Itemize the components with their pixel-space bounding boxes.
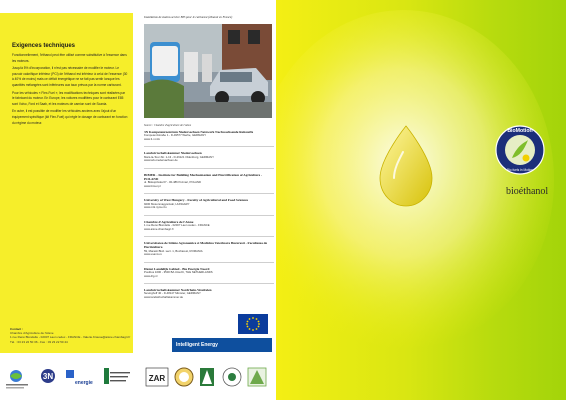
- divider: [144, 236, 274, 237]
- landwirtschaft-logo: [104, 368, 130, 384]
- svg-text:ZAR: ZAR: [148, 374, 166, 383]
- biomotion-seal-icon: [496, 126, 544, 174]
- partner-name: BIMER - Institute for Building Mechanisation and Electrification of Agriculture - POLAND: [144, 172, 263, 181]
- divider: [144, 193, 274, 194]
- photo-illustration: [144, 24, 272, 118]
- technical-section: [0, 13, 133, 353]
- partner-entry: [144, 267, 274, 278]
- partner-website[interactable]: www.lwk-niedersachsen.de: [144, 158, 178, 163]
- divider: [144, 262, 274, 263]
- tech-body: [12, 53, 128, 128]
- partner-website[interactable]: www.landwirtschaftskammer.de: [144, 294, 184, 299]
- chambre-agriculture-logo: [248, 368, 266, 386]
- svg-text:BioMotion: BioMotion: [507, 128, 533, 134]
- partner-entry: [144, 241, 274, 257]
- intelligent-energy-banner: Intelligent Energy: [172, 338, 272, 352]
- partner-name: Dienst Landelijk Gebied - Bio Energie Noord: [144, 266, 210, 271]
- partner-website[interactable]: www.3-n.info: [144, 136, 161, 141]
- energie-logo: [66, 370, 93, 386]
- partner-name: Universitatea de Stiinte Agronomice si Medicina Veterinara Bucuresti - Facultatea de Horticultura: [144, 241, 268, 250]
- partner-address: 9200 Mosonmagyaróvár, HUNGARY: [144, 201, 190, 206]
- partner-website[interactable]: www.usamv.ro: [144, 252, 162, 257]
- partner-logos-left: [4, 360, 136, 394]
- svg-text:3N: 3N: [42, 372, 54, 381]
- 3n-logo: [41, 369, 55, 383]
- divider: [144, 283, 274, 284]
- partner-address: Mars-la-Tour-Str. 1-13 - D-26121 Oldenburg, GERMANY: [144, 154, 214, 159]
- partner-entry: [144, 130, 274, 141]
- partner-name: 3N Kompetenzzentrum Niedersachsen Netzwerk Nachwachsende Rohstoffe: [144, 130, 254, 134]
- partner-entry: [144, 288, 274, 299]
- romanian-university-logo: [223, 368, 241, 386]
- partner-address: 59, Marasti Blvd. sect. 1, Bucharest, ROMANIA: [144, 248, 203, 253]
- tech-paragraph: Jusqu'à 5% d'incorporation, il n'est pas nécessaire de modifier le moteur. Le pouvoir calorifique inférieur (PCI) de l'éthanol est inférieur à celui de l'essence (30 à 40% de moins) mais ce déficit énergétique ne se fait pas sentir lorsque les quantités mélangées sont inférieures aux taux prévus par la norme carburant.: [12, 66, 128, 87]
- tech-paragraph: En outre, il est possible de modifier les véhicules anciens avec l'ajout d'un équipement spécifique (kit Flex-Fuel) qui règle le dosage de carburant en fonction du régime du moteur.: [12, 109, 128, 125]
- partner-address: ul. Biskupińska 67 - 00-486 Poznań, POLAND: [144, 180, 202, 185]
- partner-entry: [144, 173, 274, 189]
- tech-paragraph: Fonctionnellement, l'éthanol peut être utilisé comme substitutive à l'essence dans les moteurs.: [12, 53, 127, 63]
- cover-panel: [276, 0, 566, 400]
- partner-address: Postbus 1000 - 3500 BA Utrecht, THE NETHERLANDS: [144, 269, 213, 274]
- fuel-station-photo: [144, 24, 272, 118]
- svg-text:Bio fuels in Motion: Bio fuels in Motion: [506, 168, 534, 172]
- contact-line: Chambre d'Agriculture de l'Aisne: [10, 331, 54, 336]
- contact-block: [10, 327, 135, 344]
- eu-flag-logo: [238, 314, 268, 334]
- partner-address: Kompetenzstraße 1 - D-49577 Werlte, GERMANY: [144, 133, 207, 138]
- partner-name: Chambre d'Agriculture de l'Aisne: [144, 219, 194, 224]
- left-panel: [0, 0, 140, 400]
- photo-caption-top: Installation de station-service E85 pour le carburant (éthanol en France): [144, 15, 233, 19]
- partner-logos-mid: [144, 360, 274, 394]
- partner-website[interactable]: www.mtk.nyme.hu: [144, 205, 167, 210]
- zar-logo: [146, 368, 168, 386]
- brand-title: bioéthanol: [506, 186, 549, 197]
- partner-address: Nevinghoff 40 - D-48147 Münster, GERMANY: [144, 291, 201, 296]
- globe-logo: [6, 370, 28, 389]
- contact-line: Tél. : 03 23 22 50 36 - Fax : 03 23 22 50 44: [10, 339, 68, 344]
- bimer-logo: [200, 368, 214, 386]
- partner-entry: [144, 151, 274, 162]
- partner-website[interactable]: www.bimer.pl: [144, 183, 161, 188]
- partner-name: Landwirtschaftskammer Nordrhein-Westfalen: [144, 288, 212, 293]
- tech-title: Exigences techniques: [12, 43, 76, 49]
- eu-stars-icon: [238, 314, 268, 334]
- divider: [144, 146, 274, 147]
- divider: [144, 215, 274, 216]
- contact-title: Contact :: [10, 327, 23, 331]
- partner-website[interactable]: www.dlg.nl: [144, 273, 158, 278]
- partner-name: University of West Hungary - Faculty of Agricultural and Food Sciences: [144, 198, 249, 203]
- partner-website[interactable]: www.aisne.chambagri.fr: [144, 226, 174, 231]
- photo-caption-bottom: Source : Chambre d'agriculture de l'Aisne: [144, 124, 192, 127]
- divider: [144, 168, 274, 169]
- partner-entry: [144, 198, 274, 209]
- partner-list: [144, 130, 274, 305]
- svg-text:energie: energie: [75, 380, 93, 386]
- middle-panel: [140, 0, 276, 400]
- partner-entry: [144, 220, 274, 231]
- cover-graphics: [276, 0, 566, 400]
- partner-name: Landwirtschaftskammer Niedersachsen: [144, 151, 202, 156]
- contact-line: 1 rue René Blondelle - 02007 Laon cedex - FRANCE - Valerie.Krause@aisne.chambagri.fr: [10, 335, 131, 340]
- partner-address: 1 rue René Blondelle - 02007 Laon cedex - FRANCE: [144, 222, 210, 227]
- university-seal-logo: [175, 368, 193, 386]
- tech-paragraph: Pour les véhicules « Flex-Fuel », les modifications techniques sont réalisées par le fabricant du moteur. En Europe, les voitures modifiées pour le carburant E85 sont Volvo, Ford et Saab, et les moteurs de camion sont de Scania.: [12, 90, 126, 106]
